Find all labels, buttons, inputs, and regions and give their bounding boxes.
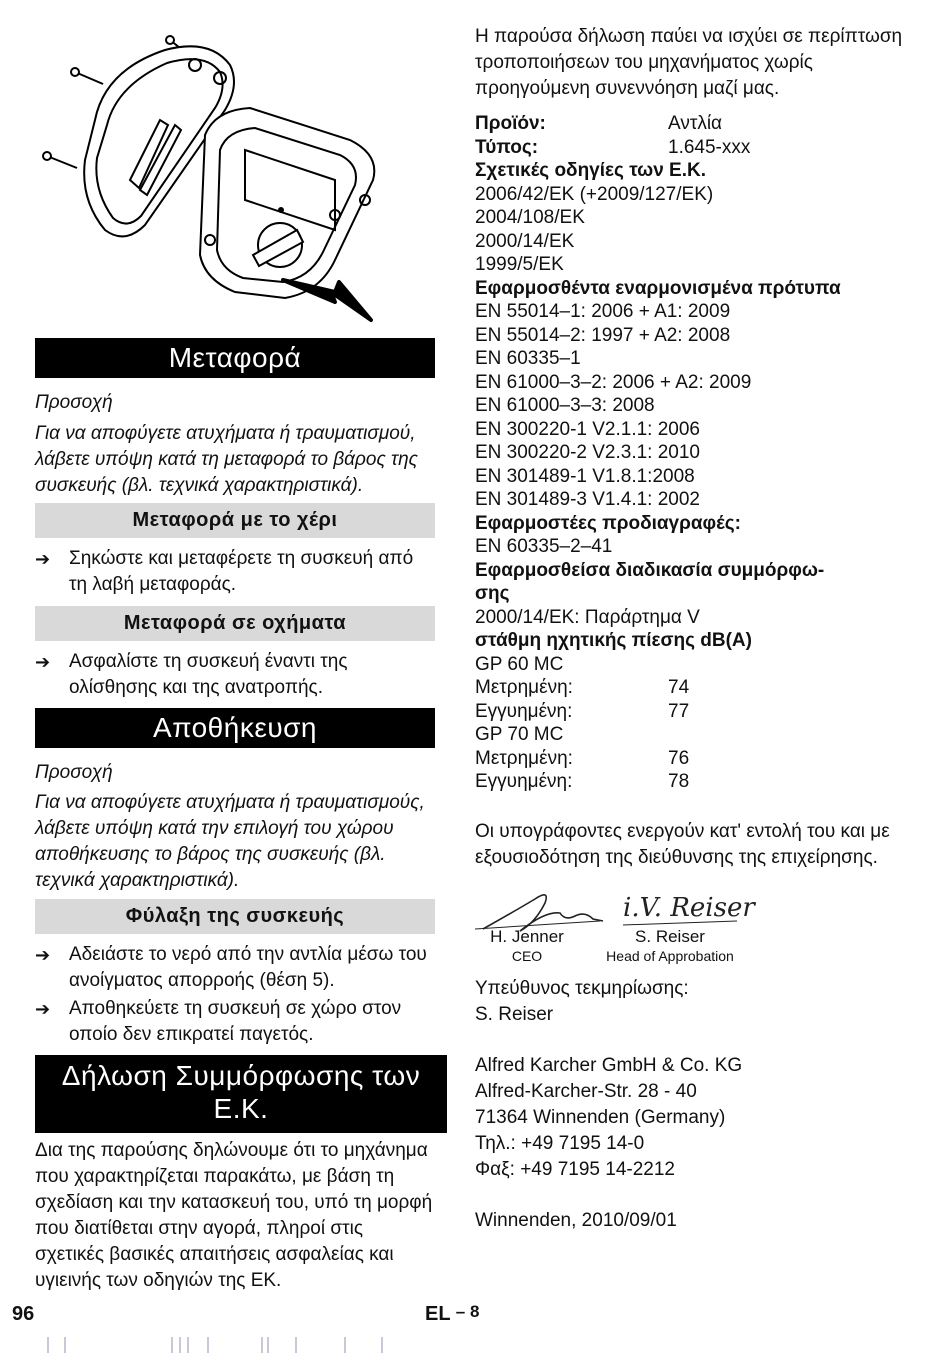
signers-text: Οι υπογράφοντες ενεργούν κατ' εντολή του και με εξουσιοδότηση της διεύθυνσης της επιχείρησης. <box>475 820 890 868</box>
specs-title: Εφαρμοστέες προδιαγραφές: <box>475 512 741 534</box>
product-row: Προϊόν: Αντλία <box>475 113 723 134</box>
doc-responsible-label: Υπεύθυνος τεκμηρίωσης: <box>475 977 689 999</box>
specs-value: EN 60335–2–41 <box>475 536 613 557</box>
print-marks <box>0 1335 950 1355</box>
noise-title: στάθμη ηχητικής πίεσης dB(A) <box>475 630 752 651</box>
directive-item: 2004/108/EK <box>475 207 585 228</box>
arrow-icon <box>283 280 371 320</box>
directive-item: 1999/5/EK <box>475 254 564 275</box>
standard-item: EN 61000–3–2: 2006 + A2: 2009 <box>475 371 752 393</box>
place-date: Winnenden, 2010/09/01 <box>475 1209 677 1231</box>
signer-2: S. Reiser Head of Approbation <box>606 926 734 964</box>
company-line: Alfred-Karcher-Str. 28 - 40 <box>475 1080 697 1102</box>
standard-item: EN 61000–3–3: 2008 <box>475 395 655 416</box>
company-line: Φαξ: +49 7195 14-2212 <box>475 1158 675 1180</box>
doc-responsible-name: S. Reiser <box>475 1003 554 1025</box>
standard-item: EN 300220-2 V2.3.1: 2010 <box>475 442 701 463</box>
procedure-title-line1: Εφαρμοσθείσα διαδικασία συμμόρφω- <box>475 559 825 581</box>
storage-caution-title: Προσοχή <box>35 762 113 783</box>
company-line: 71364 Winnenden (Germany) <box>475 1106 726 1128</box>
directive-item: 2000/14/EK <box>475 230 575 252</box>
measured-row: Μετρημένη: 76 <box>475 747 690 769</box>
type-row: Τύπος: 1.645-xxx <box>475 136 751 158</box>
device-storage-heading: Φύλαξη της συσκευής <box>35 899 435 934</box>
vehicle-transport-bullet: ➔ Ασφαλίστε τη συσκευή έναντι της ολίσθησης και της ανατροπής. <box>35 651 348 698</box>
procedure-value: 2000/14/EK: Παράρτημα V <box>475 606 700 628</box>
right-column <box>475 24 915 1234</box>
standard-item: EN 300220-1 V2.1.1: 2006 <box>475 418 701 440</box>
vehicle-transport-heading: Μεταφορά σε οχήματα <box>35 606 435 641</box>
standard-item: EN 55014–1: 2006 + A1: 2009 <box>475 301 731 322</box>
transport-caution-title: Προσοχή <box>35 392 113 413</box>
declaration-heading: Δήλωση Συμμόρφωσης των Ε.Κ. <box>35 1055 447 1133</box>
directives-title: Σχετικές οδηγίες των Ε.Κ. <box>475 160 706 181</box>
section-code: EL – 8 <box>425 1302 480 1325</box>
signatures <box>475 881 775 976</box>
measured-row: Μετρημένη: 74 <box>475 677 690 698</box>
storage-heading: Αποθήκευση <box>35 708 435 748</box>
arrow-right-icon: ➔ <box>35 652 51 672</box>
arrow-right-icon: ➔ <box>35 945 51 965</box>
pump-cover-illustration <box>35 30 380 330</box>
manual-transport-bullet: ➔ Σηκώστε και μεταφέρετε τη συσκευή από τη λαβή μεταφοράς. <box>35 548 414 595</box>
harmonised-title: Εφαρμοσθέντα εναρμονισμένα πρότυπα <box>475 277 841 299</box>
transport-heading: Μεταφορά <box>35 338 435 378</box>
company-line: Τηλ.: +49 7195 14-0 <box>475 1132 645 1154</box>
manual-transport-heading: Μεταφορά με το χέρι <box>35 503 435 538</box>
company-line: Alfred Karcher GmbH & Co. KG <box>475 1054 743 1076</box>
arrow-right-icon: ➔ <box>35 999 51 1019</box>
validity-intro: Η παρούσα δήλωση παύει να ισχύει σε περίπτωση τροποποιήσεων του μηχανήματος χωρίς προηγούμενη συνεννόηση μαζί μας. <box>475 26 903 99</box>
directive-item: 2006/42/EK (+2009/127/EK) <box>475 183 714 205</box>
declaration-text: Δια της παρούσης δηλώνουμε ότι το μηχάνημα που χαρακτηρίζεται παρακάτω, με βάση τη σχεδίαση και την κατασκευή του, υπό τη μορφή που διατίθεται στην αγορά, πληροί στις σχετικές βασικές απαιτήσεις ασφαλείας και υγιεινής των οδηγιών της ΕΚ. <box>35 1140 433 1291</box>
page-number: 96 <box>12 1303 35 1325</box>
procedure-title-line2: σης <box>475 583 510 604</box>
guaranteed-row: Εγγυημένη: 77 <box>475 700 690 722</box>
standard-item: EN 301489-1 V1.8.1:2008 <box>475 465 695 487</box>
storage-bullet-2: ➔ Αποθηκεύετε τη συσκευή σε χώρο στον οποίο δεν επικρατεί παγετός. <box>35 998 402 1045</box>
screw-icon <box>71 68 103 84</box>
signer-1: H. Jenner CEO <box>490 926 564 964</box>
storage-bullet-1: ➔ Αδειάστε το νερό από την αντλία μέσω του ανοίγματος απορροής (θέση 5). <box>35 944 427 991</box>
guaranteed-row: Εγγυημένη: 78 <box>475 771 690 792</box>
model-name: GP 70 MC <box>475 724 564 745</box>
transport-caution-text: Για να αποφύγετε ατυχήματα ή τραυματισμού, λάβετε υπόψη κατά τη μεταφορά το βάρος της συσκευής (βλ. τεχνικά χαρακτηριστικά). <box>35 423 418 496</box>
standard-item: EN 60335–1 <box>475 348 581 369</box>
arrow-right-icon: ➔ <box>35 549 51 569</box>
svg-text:i.V. Reiser: i.V. Reiser <box>623 892 755 923</box>
storage-caution-text: Για να αποφύγετε ατυχήματα ή τραυματισμούς, λάβετε υπόψη κατά την επιλογή του χώρου αποθήκευσης το βάρος της συσκευής (βλ. τεχνικά χαρακτηριστικά). <box>35 792 425 891</box>
model-name: GP 60 MC <box>475 653 564 675</box>
standard-item: EN 301489-3 V1.4.1: 2002 <box>475 489 701 510</box>
standard-item: EN 55014–2: 1997 + A2: 2008 <box>475 324 731 346</box>
